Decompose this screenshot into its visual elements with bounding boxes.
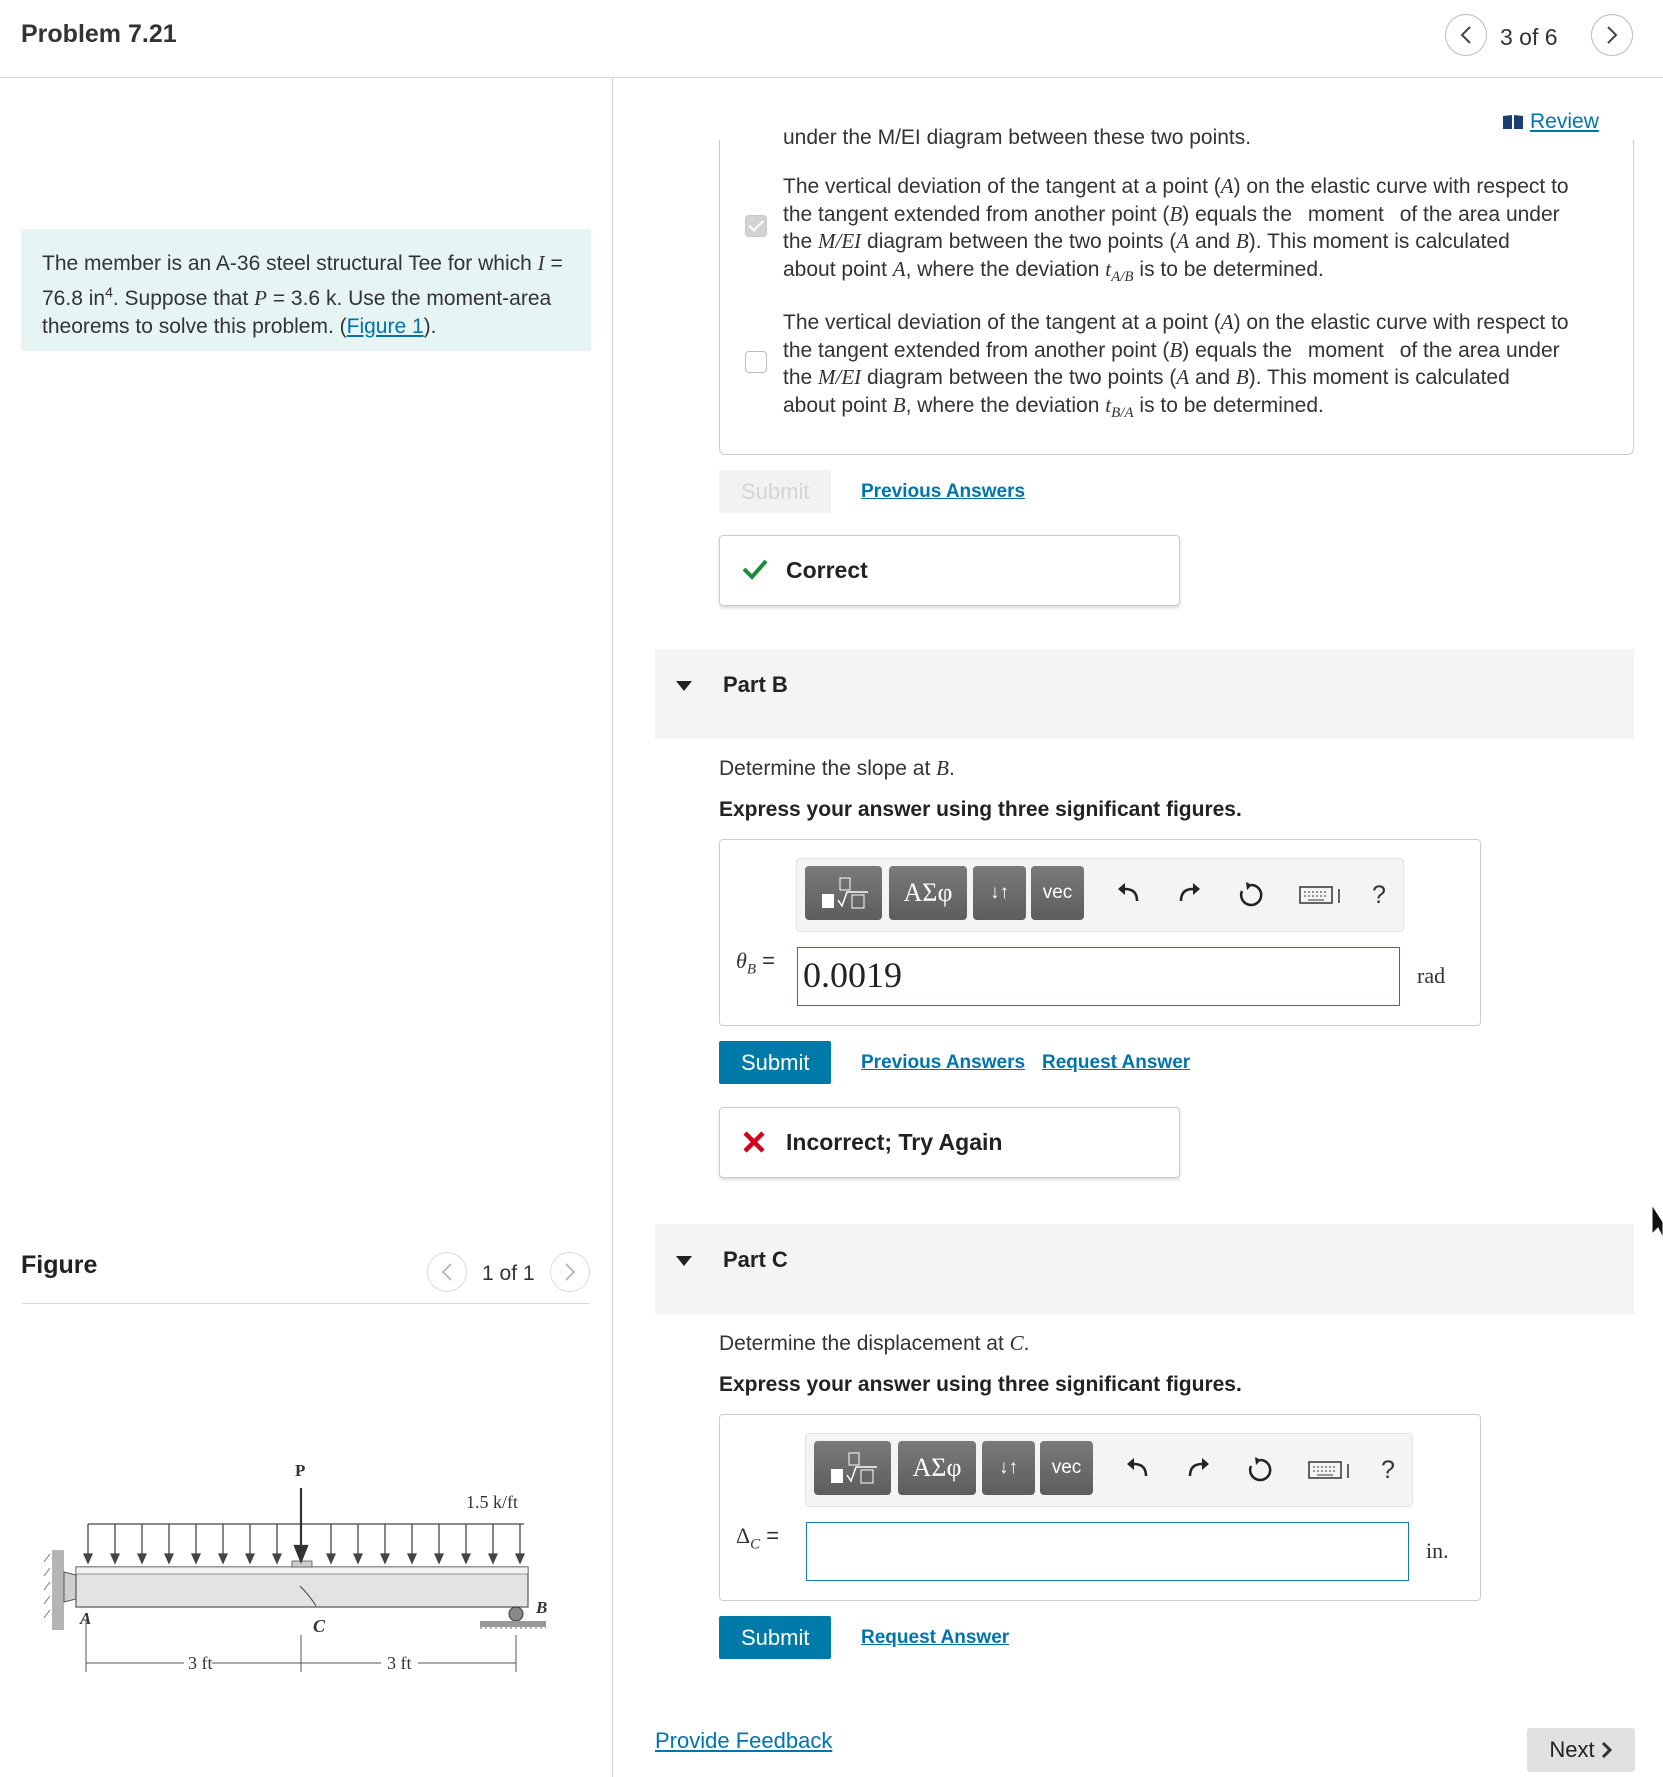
part-c-answer-input[interactable] (806, 1522, 1409, 1581)
part-b-header[interactable] (655, 649, 1634, 739)
math-var-p: P (254, 286, 267, 310)
load-value: = 3.6 k (272, 287, 337, 310)
part-c-instruction: Express your answer using three significant figures. (719, 1373, 1242, 1396)
help-button[interactable]: ? (1372, 881, 1386, 909)
greek-symbols-button[interactable]: ΑΣφ (898, 1441, 976, 1495)
chevron-left-icon (1459, 25, 1473, 45)
unit-label: rad (1417, 963, 1446, 988)
inertia-value: = 76.8 in (42, 252, 563, 310)
figure-counter: 1 of 1 (482, 1262, 535, 1285)
distributed-load (84, 1524, 524, 1563)
figure-divider (21, 1303, 590, 1304)
part-b-submit-button[interactable]: Submit (719, 1041, 831, 1084)
option-1-text: The vertical deviation of the tangent at a point (A) on the elastic curve with respect to the tangent extended from another point (B) equals the moment of the area under the M/EI diagram between the two points (A and B). This moment is calculated about point A, where the deviation $t_{A/B}$ is to be determined. (783, 174, 1569, 285)
answer-label: $\theta_B$ = (736, 948, 775, 978)
part-b-prompt: Determine the slope at B. (719, 756, 955, 780)
option-2-text: The vertical deviation of the tangent at a point (A) on the elastic curve with respect to the tangent extended from another point (B) equals the moment of the area under the M/EI diagram between the two points (A and B). This moment is calculated about point B, where the deviation $t_{B/A}$ is to be determined. (783, 310, 1569, 421)
problem-title: Problem 7.21 (21, 20, 177, 48)
dimension-lines (86, 1620, 516, 1672)
templates-button[interactable] (805, 866, 882, 920)
templates-icon (814, 874, 874, 912)
part-b-instruction: Express your answer using three significant figures. (719, 798, 1242, 821)
chevron-right-icon (1601, 1741, 1613, 1759)
redo-icon[interactable] (1186, 1456, 1212, 1482)
part-b-answer-box (719, 839, 1481, 1026)
arrows-button[interactable]: ↓↑ (973, 866, 1026, 920)
panel-divider[interactable] (612, 78, 613, 1777)
part-b-feedback (719, 1107, 1180, 1178)
beam (76, 1561, 528, 1607)
option-2-checkbox[interactable] (745, 351, 767, 373)
part-b-answer-input[interactable]: 0.0019 (797, 947, 1400, 1006)
part-c-prompt: Determine the displacement at C. (719, 1331, 1030, 1355)
header-bar (0, 0, 1663, 78)
vector-button[interactable]: vec (1040, 1441, 1093, 1495)
math-var-i: I (537, 251, 545, 275)
keyboard-icon[interactable] (1308, 1458, 1352, 1482)
cut-off-option-text: under the M/EI diagram between these two points. (783, 126, 1252, 149)
review-label: Review (1530, 110, 1599, 133)
option-1-checkbox[interactable] (745, 215, 767, 237)
problem-text: ). (423, 315, 437, 338)
review-link[interactable] (1502, 110, 1599, 134)
undo-icon[interactable] (1115, 881, 1141, 907)
templates-icon (823, 1449, 883, 1487)
answer-options-box (719, 126, 1634, 455)
next-button[interactable] (1527, 1728, 1635, 1772)
reset-icon[interactable] (1237, 881, 1265, 909)
part-b-label: Part B (723, 672, 788, 697)
help-button[interactable]: ? (1381, 1456, 1395, 1484)
next-label: Next (1549, 1737, 1595, 1762)
label-b: B (536, 1598, 548, 1617)
mouse-cursor-icon (1651, 1204, 1663, 1240)
provide-feedback-link[interactable]: Provide Feedback (655, 1728, 833, 1753)
feedback-text: Correct (786, 557, 868, 583)
figure-link[interactable]: Figure 1 (346, 315, 424, 338)
part-a-submit-button[interactable]: Submit (719, 470, 831, 513)
part-c-answer-box (719, 1414, 1481, 1601)
math-toolbar (805, 1433, 1413, 1507)
problem-text: The member is an A-36 steel structural Tee for which (42, 252, 538, 275)
label-c: C (313, 1616, 326, 1636)
dropdown-value[interactable]: moment (1307, 338, 1384, 362)
dropdown-value[interactable]: moment (1307, 202, 1384, 226)
part-c-label: Part C (723, 1247, 788, 1272)
part-b-request-answer-link[interactable]: Request Answer (1042, 1052, 1191, 1073)
checkmark-icon (742, 558, 768, 580)
greek-symbols-button[interactable]: ΑΣφ (889, 866, 967, 920)
label-p: P (295, 1461, 306, 1480)
figure-previous-button[interactable] (427, 1252, 467, 1292)
problem-text: . Use the moment-area theorems to solve this problem. ( (42, 287, 552, 338)
collapse-triangle-icon[interactable] (676, 1256, 692, 1266)
part-c-header[interactable] (655, 1224, 1634, 1314)
beam-figure (40, 1450, 560, 1680)
feedback-text: Incorrect; Try Again (786, 1129, 1003, 1155)
undo-icon[interactable] (1124, 1456, 1150, 1482)
collapse-triangle-icon[interactable] (676, 681, 692, 691)
chevron-right-icon (1605, 25, 1619, 45)
reset-icon[interactable] (1246, 1456, 1274, 1484)
templates-button[interactable] (814, 1441, 891, 1495)
keyboard-icon[interactable] (1299, 883, 1343, 907)
chevron-left-icon (440, 1262, 454, 1282)
next-problem-button[interactable] (1591, 14, 1633, 56)
part-c-submit-button[interactable]: Submit (719, 1616, 831, 1659)
book-icon (1502, 114, 1524, 130)
part-c-request-answer-link[interactable]: Request Answer (861, 1627, 1010, 1648)
redo-icon[interactable] (1177, 881, 1203, 907)
unit-label: in. (1426, 1538, 1449, 1563)
figure-next-button[interactable] (550, 1252, 590, 1292)
problem-statement (21, 229, 591, 351)
label-load: 1.5 k/ft (466, 1492, 518, 1512)
answer-label: $\Delta_C$ = (736, 1523, 780, 1553)
math-toolbar (796, 858, 1404, 932)
dimension-label-1: 3 ft (188, 1653, 213, 1673)
previous-problem-button[interactable] (1445, 14, 1487, 56)
part-a-feedback (719, 535, 1180, 606)
figure-title: Figure (21, 1251, 98, 1279)
chevron-right-icon (563, 1262, 577, 1282)
part-a-previous-answers-link[interactable]: Previous Answers (861, 481, 1026, 502)
inertia-exponent: 4 (105, 284, 113, 300)
dimension-label-2: 3 ft (387, 1653, 412, 1673)
vector-button[interactable]: vec (1031, 866, 1084, 920)
label-a: A (80, 1609, 92, 1628)
problem-counter: 3 of 6 (1500, 24, 1558, 50)
arrows-button[interactable]: ↓↑ (982, 1441, 1035, 1495)
cross-icon (742, 1130, 766, 1154)
part-b-previous-answers-link[interactable]: Previous Answers (861, 1052, 1026, 1073)
problem-text: . Suppose that (112, 287, 255, 310)
